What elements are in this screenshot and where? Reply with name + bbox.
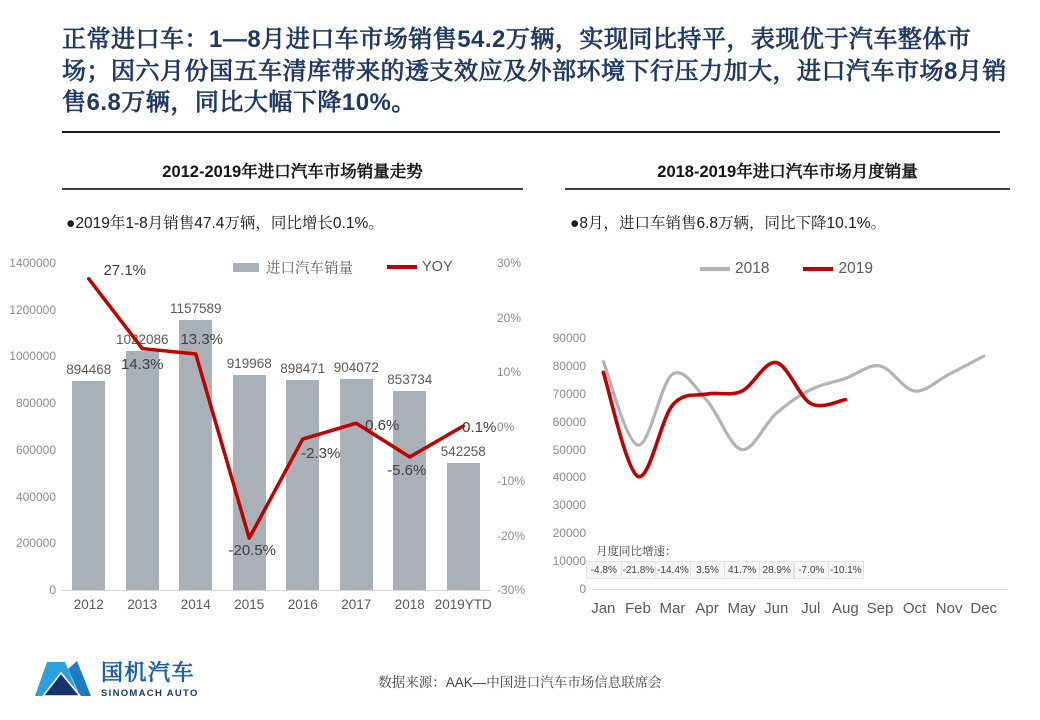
monthly-y-axis-tick: 0 <box>579 582 586 596</box>
month-axis-label: Jun <box>764 600 789 617</box>
yoy-point-label: 14.3% <box>120 355 164 373</box>
monthly-growth-cell: 41.7% <box>724 561 760 579</box>
annual-pct-axis-tick: 0% <box>497 419 515 434</box>
annual-x-axis-label: 2016 <box>287 597 318 612</box>
annual-pct-axis-tick: 10% <box>497 365 522 379</box>
sales-bar <box>286 380 319 590</box>
monthly-y-axis-tick: 40000 <box>552 470 586 485</box>
sales-bar-value: 853734 <box>387 371 433 387</box>
yoy-point-label: 13.3% <box>180 331 224 348</box>
month-axis-label: Jan <box>591 600 616 617</box>
annual-y-axis-tick: 0 <box>49 583 56 597</box>
monthly-y-axis-tick: 50000 <box>552 442 586 457</box>
annual-x-axis-label: 2015 <box>234 597 265 612</box>
month-axis-label: Dec <box>970 600 998 617</box>
legend-label-sales: 进口汽车销量 <box>266 260 353 277</box>
monthly-growth-cell: -7.0% <box>794 561 830 579</box>
annual-y-axis-tick: 600000 <box>15 442 56 457</box>
yoy-point-label: -20.5% <box>228 542 277 560</box>
sales-bar <box>126 351 159 590</box>
annual-y-axis-tick: 400000 <box>15 489 56 504</box>
month-axis-label: Mar <box>659 600 686 617</box>
annual-pct-axis-tick: -30% <box>497 583 526 597</box>
month-axis-label: Oct <box>902 600 927 617</box>
monthly-y-axis-tick: 20000 <box>552 526 586 541</box>
sales-bar-value: 542258 <box>440 444 486 460</box>
monthly-growth-cell: -4.8% <box>586 561 622 579</box>
month-axis-label: Nov <box>935 600 963 617</box>
annual-y-axis-tick: 800000 <box>15 396 56 411</box>
annual-x-axis-line <box>62 590 490 591</box>
month-axis-label: Aug <box>832 600 859 617</box>
annual-x-axis-label: 2012 <box>73 597 104 612</box>
month-axis-label: Apr <box>695 600 719 617</box>
monthly-y-axis-tick: 70000 <box>552 386 586 401</box>
annual-x-axis-label: 2017 <box>341 597 372 612</box>
sales-bar-value: 904072 <box>333 359 379 375</box>
yoy-point-label: -2.3% <box>301 445 341 463</box>
annual-chart-note: ●2019年1-8月销售47.4万辆，同比增长0.1%。 <box>66 215 384 232</box>
sales-bar-value: 898471 <box>280 361 326 377</box>
annual-pct-axis-tick: 20% <box>497 310 522 325</box>
month-axis-label: Sep <box>866 600 894 617</box>
sales-bar <box>340 379 373 590</box>
sales-bar-value: 894468 <box>66 362 112 378</box>
yoy-point-label: 0.1% <box>462 418 497 436</box>
sales-bar <box>447 463 480 590</box>
sales-bar <box>72 381 105 590</box>
yoy-point-label: 27.1% <box>103 261 147 279</box>
monthly-y-axis-tick: 30000 <box>552 498 586 513</box>
monthly-y-axis-tick: 10000 <box>552 554 586 569</box>
annual-y-axis-tick: 1200000 <box>9 302 56 317</box>
annual-x-axis-label: 2014 <box>180 597 211 612</box>
annual-y-axis-tick: 1000000 <box>9 349 56 364</box>
monthly-growth-cell: -21.8% <box>621 561 657 579</box>
annual-x-axis-label: 2019YTD <box>434 597 492 612</box>
monthly-growth-cell: -14.4% <box>655 561 691 579</box>
month-axis-label: Feb <box>624 600 651 617</box>
month-axis-label: May <box>727 600 756 617</box>
yoy-point-label: -5.6% <box>387 462 427 480</box>
annual-chart-title: 2012-2019年进口汽车市场销量走势 <box>162 163 423 181</box>
legend-label-2019: 2019 <box>838 260 873 277</box>
logo-en-text: SINOMACH AUTO <box>101 688 199 700</box>
monthly-chart-note: ●8月，进口车销售6.8万辆，同比下降10.1%。 <box>570 215 886 232</box>
monthly-chart-title: 2018-2019年进口汽车市场月度销量 <box>657 163 918 181</box>
monthly-y-axis-tick: 90000 <box>552 331 586 345</box>
monthly-growth-caption: 月度同比增速： <box>596 546 677 558</box>
annual-x-axis-label: 2013 <box>127 597 158 612</box>
annual-x-axis-label: 2018 <box>394 597 425 612</box>
sales-bar-value: 1022086 <box>115 332 169 348</box>
monthly-x-axis-line <box>592 589 1008 590</box>
monthly-y-axis-tick: 60000 <box>552 414 586 429</box>
sales-bar-value: 1157589 <box>169 300 222 316</box>
monthly-growth-cell: -10.1% <box>828 561 864 579</box>
annual-y-axis-tick: 200000 <box>15 536 56 551</box>
month-axis-label: Jul <box>801 600 821 617</box>
annual-pct-axis-tick: -20% <box>497 528 526 543</box>
yoy-point-label: 0.6% <box>365 417 400 435</box>
data-source: 数据来源：AAK—中国进口汽车市场信息联席会 <box>378 675 662 690</box>
monthly-growth-cell: 3.5% <box>690 561 726 579</box>
monthly-growth-cell: 28.9% <box>759 561 795 579</box>
legend-label-2018: 2018 <box>735 260 770 277</box>
sales-bar-value: 919968 <box>226 356 272 372</box>
annual-pct-axis-tick: -10% <box>497 474 526 488</box>
headline: 正常进口车：1—8月进口车市场销售54.2万辆，实现同比持平，表现优于汽车整体市场；因六月份国五车清库带来的透支效应及外部环境下行压力加大，进口汽车市场8月销售6.8万辆，同比大幅下降10%。 <box>62 26 1007 117</box>
annual-pct-axis-tick: 30% <box>497 256 522 270</box>
legend-label-yoy: YOY <box>422 259 453 275</box>
monthly-y-axis-tick: 80000 <box>552 358 586 373</box>
logo-cn-text: 国机汽车 <box>101 660 196 685</box>
annual-y-axis-tick: 1400000 <box>9 256 56 270</box>
